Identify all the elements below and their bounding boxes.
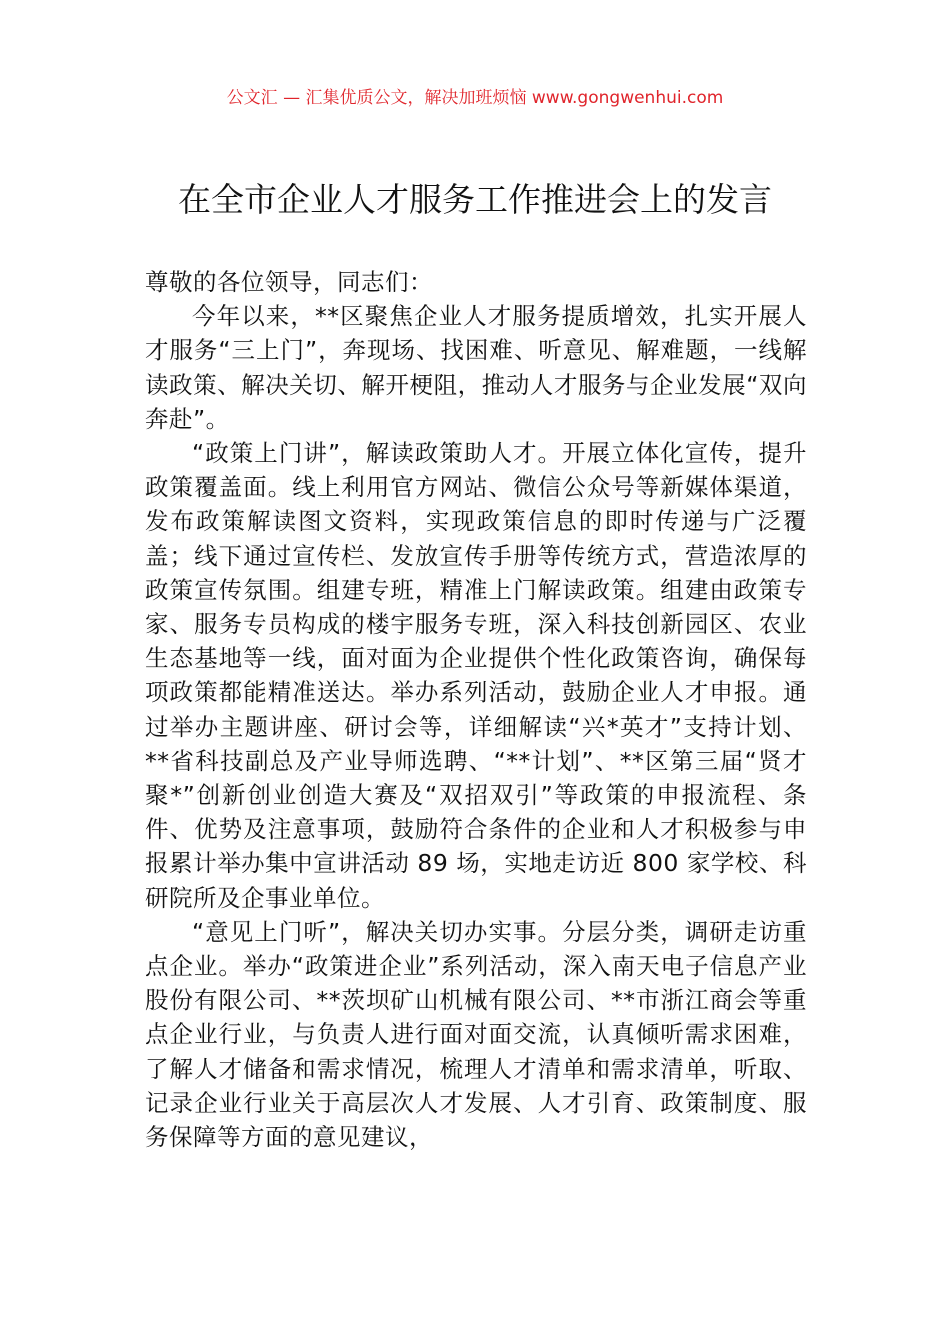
paragraph-policy: “政策上门讲”，解读政策助人才。开展立体化宣传，提升政策覆盖面。线上利用官方网站、微信公众号等新媒体渠道，发布政策解读图文资料，实现政策信息的即时传递与广泛覆盖；线下通过宣传栏、发放宣传手册等传统方式，营造浓厚的政策宣传氛围。组建专班，精准上门解读政策。组建由政策专家、服务专员构成的楼宇服务专班，深入科技创新园区、农业生态基地等一线，面对面为企业提供个性化政策咨询，确保每项政策都能精准送达。举办系列活动，鼓励企业人才申报。通过举办主题讲座、研讨会等，详细解读“兴*英才”支持计划、**省科技副总及产业导师选聘、“**计划”、**区第三届“贤才聚*”创新创业创造大赛及“双招双引”等政策的申报流程、条件、优势及注意事项，鼓励符合条件的企业和人才积极参与申报累计举办集中宣讲活动 89 场，实地走访近 800 家学校、科研院所及企事业单位。 (145, 439, 807, 912)
paragraph-opinion: “意见上门听”，解决关切办实事。分层分类，调研走访重点企业。举办“政策进企业”系列活动，深入南天电子信息产业股份有限公司、**茨坝矿山机械有限公司、**市浙江商会等重点企业行业，与负责人进行面对面交流，认真倾听需求困难，了解人才储备和需求情况，梳理人才清单和需求清单，听取、记录企业行业关于高层次人才发展、人才引育、政策制度、服务保障等方面的意见建议， (145, 917, 807, 1152)
document-body (145, 265, 807, 1154)
site-banner: 公文汇 — 汇集优质公文，解决加班烦恼 www.gongwenhui.com (226, 88, 724, 108)
salutation: 尊敬的各位领导，同志们： (145, 268, 433, 296)
document-title: 在全市企业人才服务工作推进会上的发言 (178, 180, 772, 219)
paragraph-intro: 今年以来，**区聚焦企业人才服务提质增效，扎实开展人才服务“三上门”，奔现场、找困难、听意见、解难题，一线解读政策、解决关切、解开梗阻，推动人才服务与企业发展“双向奔赴”。 (145, 302, 807, 433)
